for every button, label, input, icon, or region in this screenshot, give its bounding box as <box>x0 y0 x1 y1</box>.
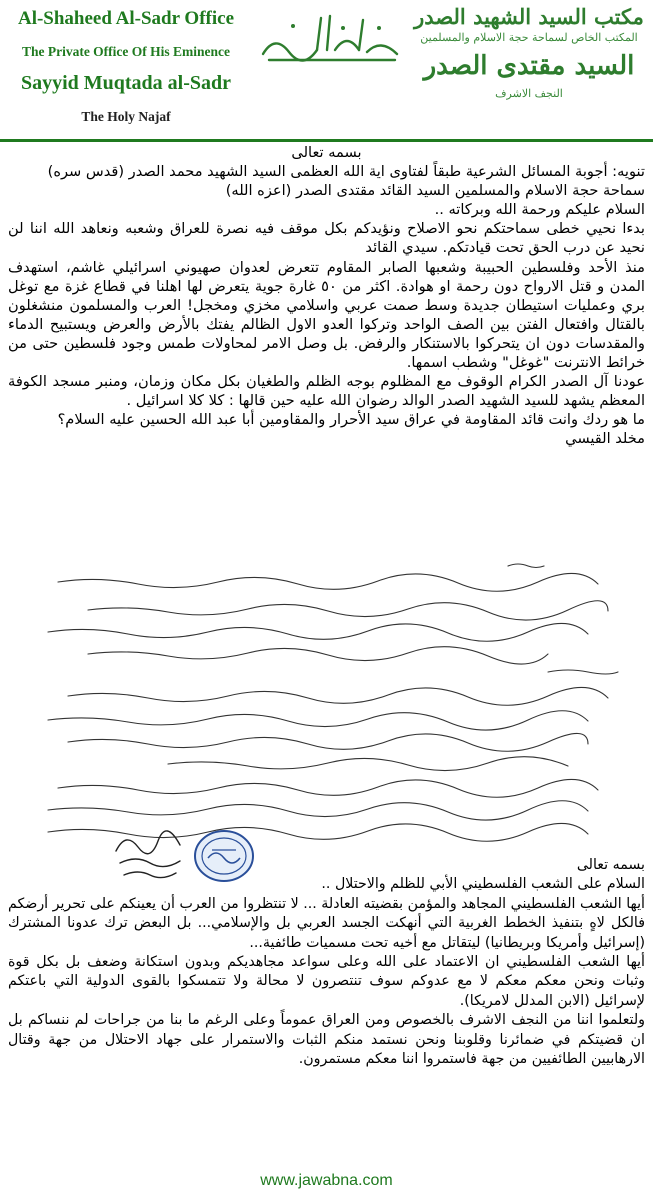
letterhead <box>0 0 653 145</box>
sayyid-name: Sayyid Muqtada al-Sadr <box>20 72 232 94</box>
question-paragraph: منذ الأحد وفلسطين الحبيبة وشعبها الصابر المقاوم تتعرض لعدوان صهيوني اسرائيلي غاشم، استهدف المدن و قتل الارواح دون رحمة او هوادة. اكثر من ٥٠ غارة جوية يتعرض لها اهلنا في قطاع غزة مع توغل بري وعمليات استيطان جديدة وسط صمت عربي واسلامي مخزي ومخجل! العرب والمسلمون منشغلون بالقتال وافتعال الفتن بين الصف الواحد وتركوا العدو الاول الظالم يفتك بالأرض والعرض ويستبيح الدماء والمقدسات دون ان يتحركوا بالاستنكار والرفض. بل وصل الامر لمحاولات طمس وجود فلسطين حتى من خرائط الانترنت "غوغل" وشطب اسمها. <box>8 258 645 372</box>
reply-paragraph: ولتعلموا اننا من النجف الاشرف بالخصوص ومن العراق عموماً وعلى الرغم ما بنا من جراحات لم ننساكم بل ان قضيتكم في ضمائرنا وقلوبنا ونحن نستمد منكم الثبات والاستمرار على جهاد الاحتلال من جهة وقتال الارهابيين الطائفيين من جهة فاستمروا اننا معكم مستمرون. <box>8 1012 645 1068</box>
note-line: تنويه: أجوبة المسائل الشرعية طبقاً لفتاوى اية الله العظمى السيد الشهيد محمد الصدر (قدس سره) <box>47 163 645 181</box>
addressee-line: سماحة حجة الاسلام والمسلمين السيد القائد مقتدى الصدر (اعزه الله) <box>225 182 645 200</box>
question-text: ما هو ردك وانت قائد المقاومة في عراق سيد الأحرار والمقاومين أبا عبد الله الحسين عليه السلام؟ <box>57 411 645 429</box>
website-link[interactable]: www.jawabna.com <box>260 1172 393 1189</box>
handwritten-reply-image <box>28 560 628 850</box>
reply-transcript <box>8 856 645 1069</box>
reply-greeting: السلام على الشعب الفلسطيني الأبي للظلم والاحتلال .. <box>321 876 645 893</box>
asker-name: مخلد القيسي <box>565 430 645 448</box>
question-paragraph: عودنا آل الصدر الكرام الوقوف مع المظلوم بوجه الظلم والطغيان بكل مكان وزمان، ومنبر مسجد الكوفة المعظم يشهد للسيد الشهيد الصدر الوالد رضوان الله عليه حين قالها : كلا كلا اسرائيل . <box>8 373 645 410</box>
reply-paragraph: أيها الشعب الفلسطيني ان الاعتماد على الله وعلى سواعد مجاهديكم وبدون استكانة وضعف بل بكل قوة وثبات ونحن معكم معكم لا مع عدوكم سوف تنتصرون لا محالة ولا تتمسكوا بالقوى الدولية التي باعتكم لإسرائيل (الابن المدلل لامريكا). <box>8 954 645 1009</box>
question-heading: بسمه تعالى <box>291 144 362 161</box>
arabic-office-name: مكتب السيد الشهيد الصدر <box>414 4 644 29</box>
basmala-calligraphy-icon <box>255 4 405 74</box>
header-divider <box>0 139 653 142</box>
english-letterhead <box>6 4 246 125</box>
reply-heading: بسمه تعالى <box>576 857 645 873</box>
arabic-office-subtitle: المكتب الخاص لسماحة حجة الاسلام والمسلمين <box>420 31 638 44</box>
question-section <box>8 143 645 449</box>
location: The Holy Najaf <box>81 109 171 124</box>
office-subtitle: The Private Office Of His Eminence <box>21 44 231 59</box>
arabic-location: النجف الاشرف <box>495 87 563 100</box>
arabic-letterhead <box>410 4 648 134</box>
greeting-line: السلام عليكم ورحمة الله وبركاته .. <box>434 201 645 219</box>
question-paragraph: بدءا نحيي خطى سماحتكم نحو الاصلاح ونؤيدكم بكل موقف فيه نصرة للعراق وشعبه ونعاهد الله اننا لن نحيد عن درب الحق تحت قيادتكم. سيدي القائد <box>8 220 645 257</box>
office-name: Al-Shaheed Al-Sadr Office <box>17 8 235 29</box>
reply-paragraph: أيها الشعب الفلسطيني المجاهد والمؤمن بقضيته العادلة ... لا تنتظروا من العرب أن يعينكم على تحرير أرضكم فالكل لاهٍ بتنفيذ الخطط الغربية التي أنهكت الجسد العربي بل والإسلامي... بل البعض ترك عدونا المشترك (إسرائيل وأمريكا وبريطانيا) ليتقاتل مع أخيه تحت مسميات طائفية... <box>8 895 645 951</box>
arabic-sayyid-name: السيد مقتدى الصدر <box>423 51 635 81</box>
